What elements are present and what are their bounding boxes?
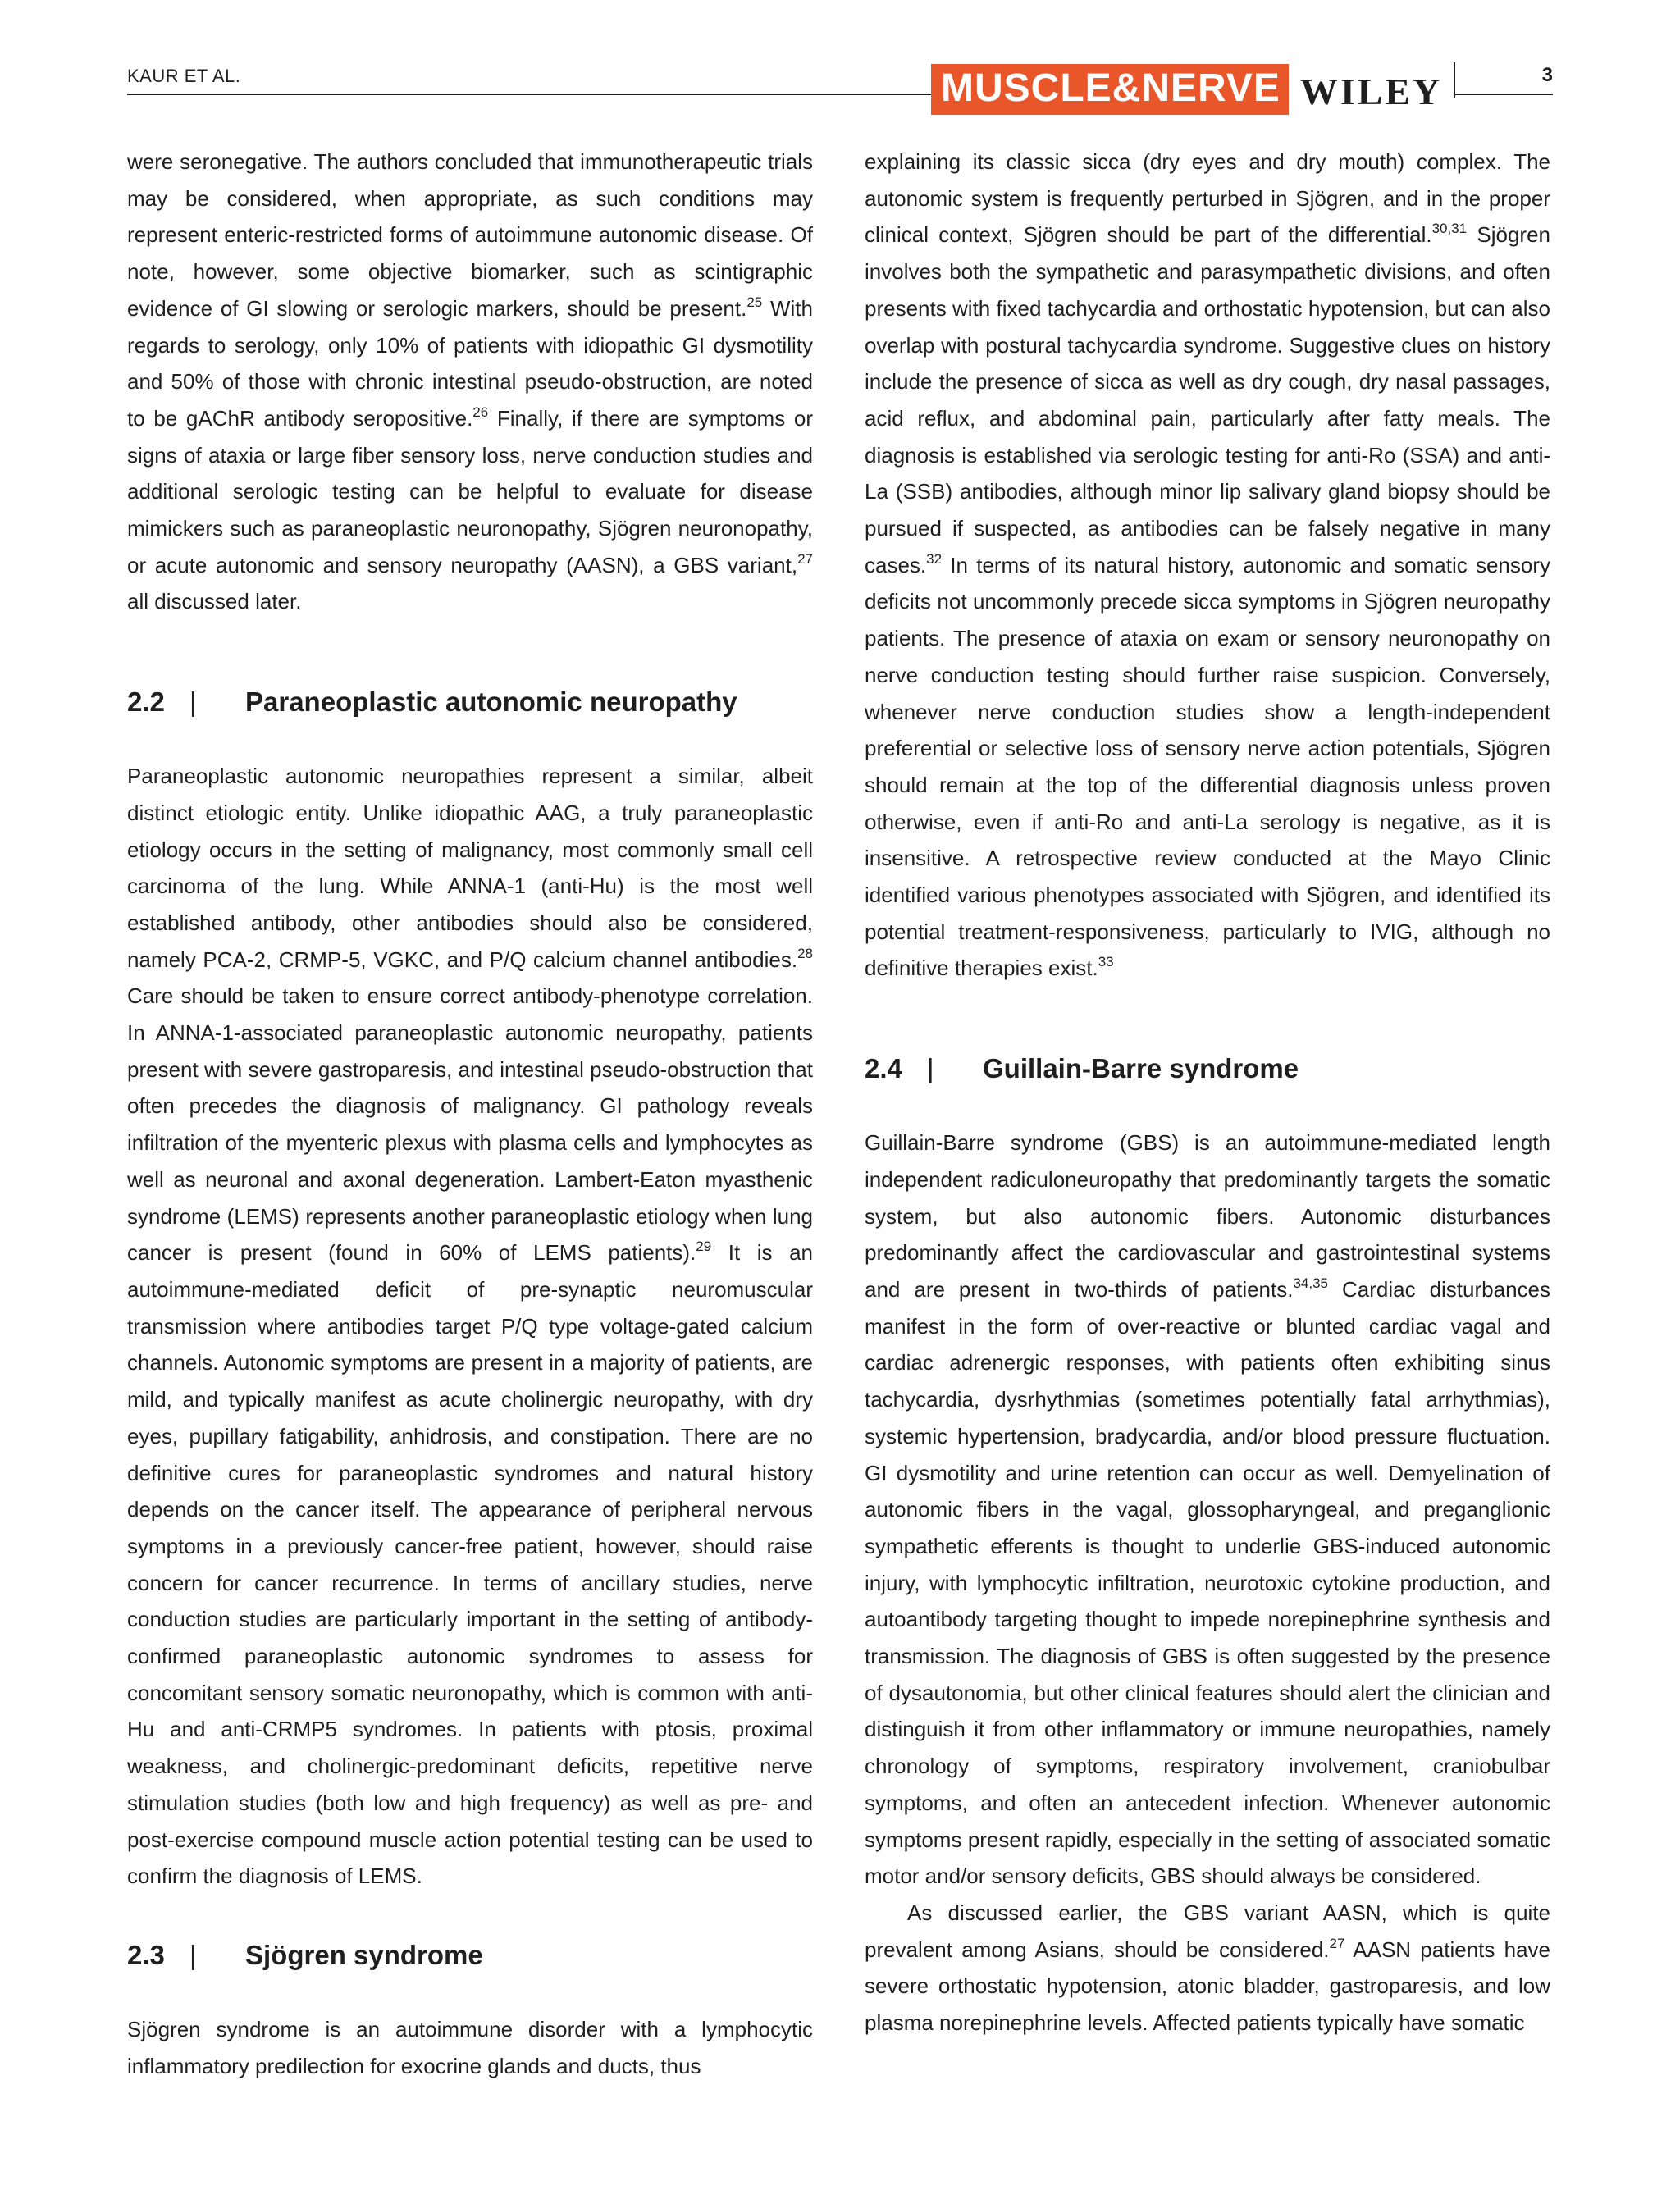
citation: 26	[472, 404, 489, 420]
text-run: AASN patients have severe orthostatic hypotension, atonic bladder, gastroparesis, and low plasma norepinephrine levels. Affected patients typically have somatic	[865, 1937, 1551, 2036]
section-heading	[127, 1937, 813, 1973]
text-run: Guillain-Barre syndrome (GBS) is an autoimmune-mediated length independent radiculoneuropathy that predominantly targets the somatic system, but also autonomic fibers. Autonomic disturbances predominantly affect the cardiovascular and gastrointestinal systems and are present in two-thirds of patients.	[865, 1130, 1550, 1302]
text-run: In terms of its natural history, autonomic and somatic sensory deficits not uncommonly precede sicca symptoms in Sjögren neuropathy patients. The presence of ataxia on exam or sensory neuronopathy on nerve conduction testing should further raise suspicion. Conversely, whenever nerve conduction studies show a length-independent preferential or selective loss of sensory nerve action potentials, Sjögren should remain at the top of the differential diagnosis unless proven otherwise, even if anti-Ro and anti-La serology is negative, as it is insensitive. A retrospective review conducted at the Mayo Clinic identified various phenotypes associated with Sjögren, and identified its potential treatment-responsiveness, particularly to IVIG, although no definitive therapies exist.	[865, 552, 1550, 981]
text-run: Finally, if there are symptoms or signs of ataxia or large fiber sensory loss, nerve conduction studies and additional serologic testing can be helpful to evaluate for disease mimickers such as paraneoplastic neuronopathy, Sjögren neuronopathy, or acute autonomic and sensory neuropathy (AASN), a GBS variant,	[127, 405, 813, 577]
section-heading	[127, 684, 813, 720]
right-column	[865, 144, 1550, 2041]
citation: 28	[797, 945, 813, 961]
section-title: Paraneoplastic autonomic neuropathy	[245, 687, 737, 718]
section-separator: |	[189, 687, 197, 718]
paragraph	[865, 1895, 1550, 2041]
text-run: Paraneoplastic autonomic neuropathies represent a similar, albeit distinct etiologic entity. Unlike idiopathic AAG, a truly paraneoplastic etiology occurs in the setting of malignancy, most commonly small cell carcinoma of the lung. While ANNA-1 (anti-Hu) is the most well established antibody, other antibodies should also be considered, namely PCA-2, CRMP-5, VGKC, and P/Q calcium channel antibodies.	[127, 764, 813, 972]
paragraph	[127, 2011, 813, 2084]
left-column	[127, 144, 813, 2084]
citation: 25	[746, 294, 763, 310]
text-run: explaining its classic sicca (dry eyes and dry mouth) complex. The autonomic system is frequently perturbed in Sjögren, and in the proper clinical context, Sjögren should be part of the differential.	[865, 149, 1550, 248]
journal-logo: MUSCLE&NERVE	[931, 64, 1289, 115]
section-separator: |	[189, 1939, 197, 1970]
paragraph	[127, 758, 813, 1895]
citation: 34,35	[1293, 1275, 1329, 1291]
journal-brand	[931, 62, 1455, 115]
section-title: Sjögren syndrome	[245, 1939, 483, 1970]
running-head-authors: KAUR ET AL.	[127, 66, 241, 86]
header-divider	[1454, 62, 1455, 98]
running-header	[127, 57, 1553, 112]
page-number: 3	[1541, 64, 1553, 86]
section-separator: |	[927, 1053, 934, 1084]
text-run: all discussed later.	[127, 589, 302, 614]
citation: 30,31	[1431, 221, 1468, 237]
section-title: Guillain-Barre syndrome	[983, 1053, 1299, 1084]
section-number: 2.4	[865, 1053, 902, 1084]
citation: 27	[797, 550, 813, 567]
paragraph	[127, 144, 813, 620]
section-heading	[865, 1051, 1550, 1087]
paragraph	[865, 1125, 1550, 1895]
text-run: As discussed earlier, the GBS variant AASN, which is quite prevalent among Asians, should be considered.	[865, 1900, 1550, 1962]
text-run: Sjögren syndrome is an autoimmune disorder with a lymphocytic inflammatory predilection for exocrine glands and ducts, thus	[127, 2016, 813, 2078]
section-number: 2.3	[127, 1939, 165, 1970]
text-run: Sjögren involves both the sympathetic and parasympathetic divisions, and often presents with fixed tachycardia and orthostatic hypotension, but can also overlap with postural tachycardia syndrome. Suggestive clues on history include the presence of sicca as well as dry cough, dry nasal passages, acid reflux, and abdominal pain, particularly after fatty meals. The diagnosis is established via serologic testing for anti-Ro (SSA) and anti-La (SSB) antibodies, although minor lip salivary gland biopsy should be pursued if suspected, as antibodies can be falsely negative in many cases.	[865, 222, 1551, 577]
text-run: Cardiac disturbances manifest in the form of over-reactive or blunted cardiac vagal and cardiac adrenergic responses, with patients often exhibiting sinus tachycardia, dysrhythmias (sometimes potentially fatal arrhythmias), systemic hypertension, bradycardia, and/or blood pressure fluctuation. GI dysmotility and urine retention can occur as well. Demyelination of autonomic fibers in the vagal, glossopharyngeal, and preganglionic sympathetic efferents is thought to underlie GBS-induced autonomic injury, with lymphocytic infiltration, neurotoxic cytokine production, and autoantibody targeting thought to impede norepinephrine synthesis and transmission. The diagnosis of GBS is often suggested by the presence of dysautonomia, but other clinical features should alert the clinician and distinguish it from other inflammatory or immune neuropathies, namely chronology of symptoms, respiratory involvement, craniobulbar symptoms, and often an antecedent infection. Whenever autonomic symptoms present rapidly, especially in the setting of associated somatic motor and/or sensory deficits, GBS should always be considered.	[865, 1276, 1550, 1889]
citation: 29	[696, 1239, 712, 1255]
paragraph	[865, 144, 1550, 987]
text-run: were seronegative. The authors concluded that immunotherapeutic trials may be considered, when appropriate, as such conditions may represent enteric-restricted forms of autoimmune autonomic disease. Of note, however, some objective biomarker, such as scintigraphic evidence of GI slowing or serologic markers, should be present.	[127, 149, 813, 321]
section-number: 2.2	[127, 687, 165, 718]
publisher-logo: WILEY	[1289, 69, 1454, 115]
text-run: Care should be taken to ensure correct antibody-phenotype correlation. In ANNA-1-associated paraneoplastic autonomic neuropathy, patients present with severe gastroparesis, and intestinal pseudo-obstruction that often precedes the diagnosis of malignancy. GI pathology reveals infiltration of the myenteric plexus with plasma cells and lymphocytes as well as neuronal and axonal degeneration. Lambert-Eaton myasthenic syndrome (LEMS) represents another paraneoplastic etiology when lung cancer is present (found in 60% of LEMS patients).	[127, 983, 813, 1266]
citation: 32	[926, 550, 943, 567]
text-run: With regards to serology, only 10% of patients with idiopathic GI dysmotility and 50% of those with chronic intestinal pseudo-obstruction, are noted to be gAChR antibody seropositive.	[127, 295, 813, 431]
citation: 33	[1098, 954, 1114, 970]
citation: 27	[1329, 1935, 1345, 1951]
text-run: It is an autoimmune-mediated deficit of pre-synaptic neuromuscular transmission where antibodies target P/Q type voltage-gated calcium channels. Autonomic symptoms are present in a majority of patients, are mild, and typically manifest as acute cholinergic neuropathy, with dry eyes, pupillary fatigability, anhidrosis, and constipation. There are no definitive cures for paraneoplastic syndromes and natural history depends on the cancer itself. The appearance of peripheral nervous symptoms in a previously cancer-free patient, however, should raise concern for cancer recurrence. In terms of ancillary studies, nerve conduction studies are particularly important in the setting of antibody-confirmed paraneoplastic autonomic syndromes to assess for concomitant sensory somatic neuronopathy, which is common with anti-Hu and anti-CRMP5 syndromes. In patients with ptosis, proximal weakness, and cholinergic-predominant deficits, repetitive nerve stimulation studies (both low and high frequency) as well as pre- and post-exercise compound muscle action potential testing can be used to confirm the diagnosis of LEMS.	[127, 1240, 813, 1889]
